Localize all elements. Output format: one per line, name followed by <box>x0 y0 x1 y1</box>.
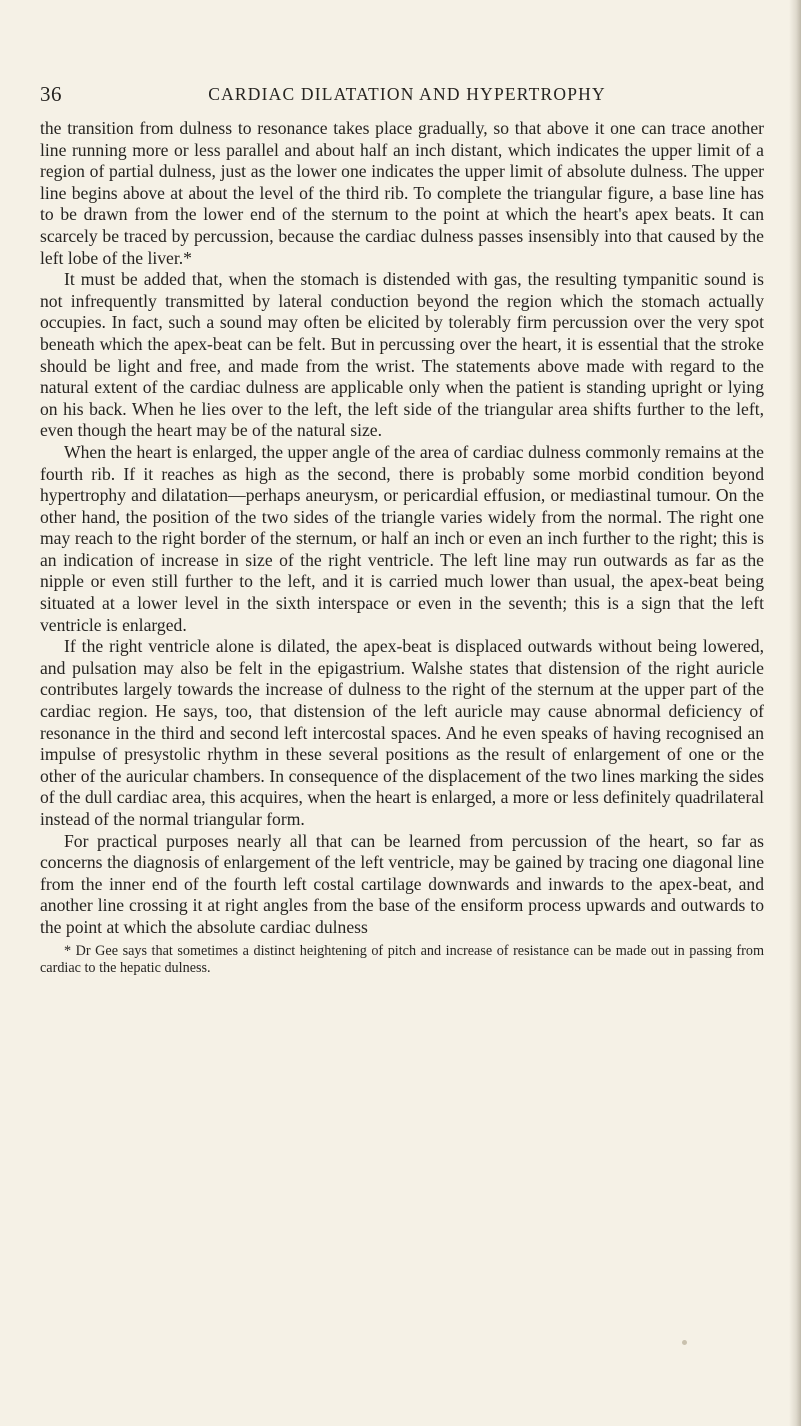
paragraph-1: the transition from dulness to resonance takes place gradually, so that above it one can trace another line running more or less parallel and about half an inch distant, which indicates the upper limit of a region of partial dulness, just as the lower one indicates the upper limit of absolute dulness. The upper line begins above at about the level of the third rib. To complete the triangular figure, a base line has to be drawn from the lower end of the sternum to the point at which the heart's apex beats. It can scarcely be traced by percussion, because the cardiac dulness passes insensibly into that caused by the left lobe of the liver.* <box>40 118 764 268</box>
page-header <box>40 82 764 112</box>
paragraph-4: If the right ventricle alone is dilated, the apex-beat is displaced outwards without being lowered, and pulsation may also be felt in the epigastrium. Walshe states that distension of the right auricle contributes largely towards the increase of dulness to the right of the sternum at the upper part of the cardiac region. He says, too, that distension of the left auricle may cause abnormal deficiency of resonance in the third and second left intercostal spaces. And he even speaks of having recognised an impulse of presystolic rhythm in these several positions as the result of enlargement of one or the other of the auricular chambers. In consequence of the displacement of the two lines marking the sides of the dull cardiac area, this acquires, when the heart is enlarged, a more or less definitely quadrilateral instead of the normal triangular form. <box>40 636 764 829</box>
page-number: 36 <box>40 82 62 106</box>
footnote: * Dr Gee says that sometimes a distinct heightening of pitch and increase of resistance can be made out in passing from cardiac to the hepatic dulness. <box>40 942 764 976</box>
body-text <box>40 118 764 939</box>
paper-stain <box>682 1340 687 1345</box>
page-edge-shadow <box>789 0 801 1426</box>
running-head: CARDIAC DILATATION AND HYPERTROPHY <box>208 84 606 104</box>
paragraph-5: For practical purposes nearly all that can be learned from percussion of the heart, so far as concerns the diagnosis of enlargement of the left ventricle, may be gained by tracing one diagonal line from the inner end of the fourth left costal cartilage downwards and inwards to the apex-beat, and another line crossing it at right angles from the base of the ensiform process upwards and outwards to the point at which the absolute cardiac dulness <box>40 830 764 937</box>
book-page <box>40 82 764 977</box>
paragraph-3: When the heart is enlarged, the upper angle of the area of cardiac dulness commonly remains at the fourth rib. If it reaches as high as the second, there is probably some morbid condition beyond hypertrophy and dilatation—perhaps aneurysm, or pericardial effusion, or mediastinal tumour. On the other hand, the position of the two sides of the triangle varies widely from the normal. The right one may reach to the right border of the sternum, or half an inch or even an inch further to the right; this is an indication of increase in size of the right ventricle. The left line may run outwards as far as the nipple or even still further to the left, and it is carried much lower than usual, the apex-beat being situated at a lower level in the sixth interspace or even in the seventh; this is a sign that the left ventricle is enlarged. <box>40 441 764 635</box>
paragraph-2: It must be added that, when the stomach is distended with gas, the resulting tympanitic sound is not infrequently transmitted by lateral conduction beyond the region which the stomach actually occupies. In fact, such a sound may often be elicited by tolerably firm percussion over the very spot beneath which the apex-beat can be felt. But in percussing over the heart, it is essential that the stroke should be light and free, and made from the wrist. The statements above made with regard to the natural extent of the cardiac dulness are applicable only when the patient is standing upright or lying on his back. When he lies over to the left, the left side of the triangular area shifts further to the left, even though the heart may be of the natural size. <box>40 269 764 441</box>
